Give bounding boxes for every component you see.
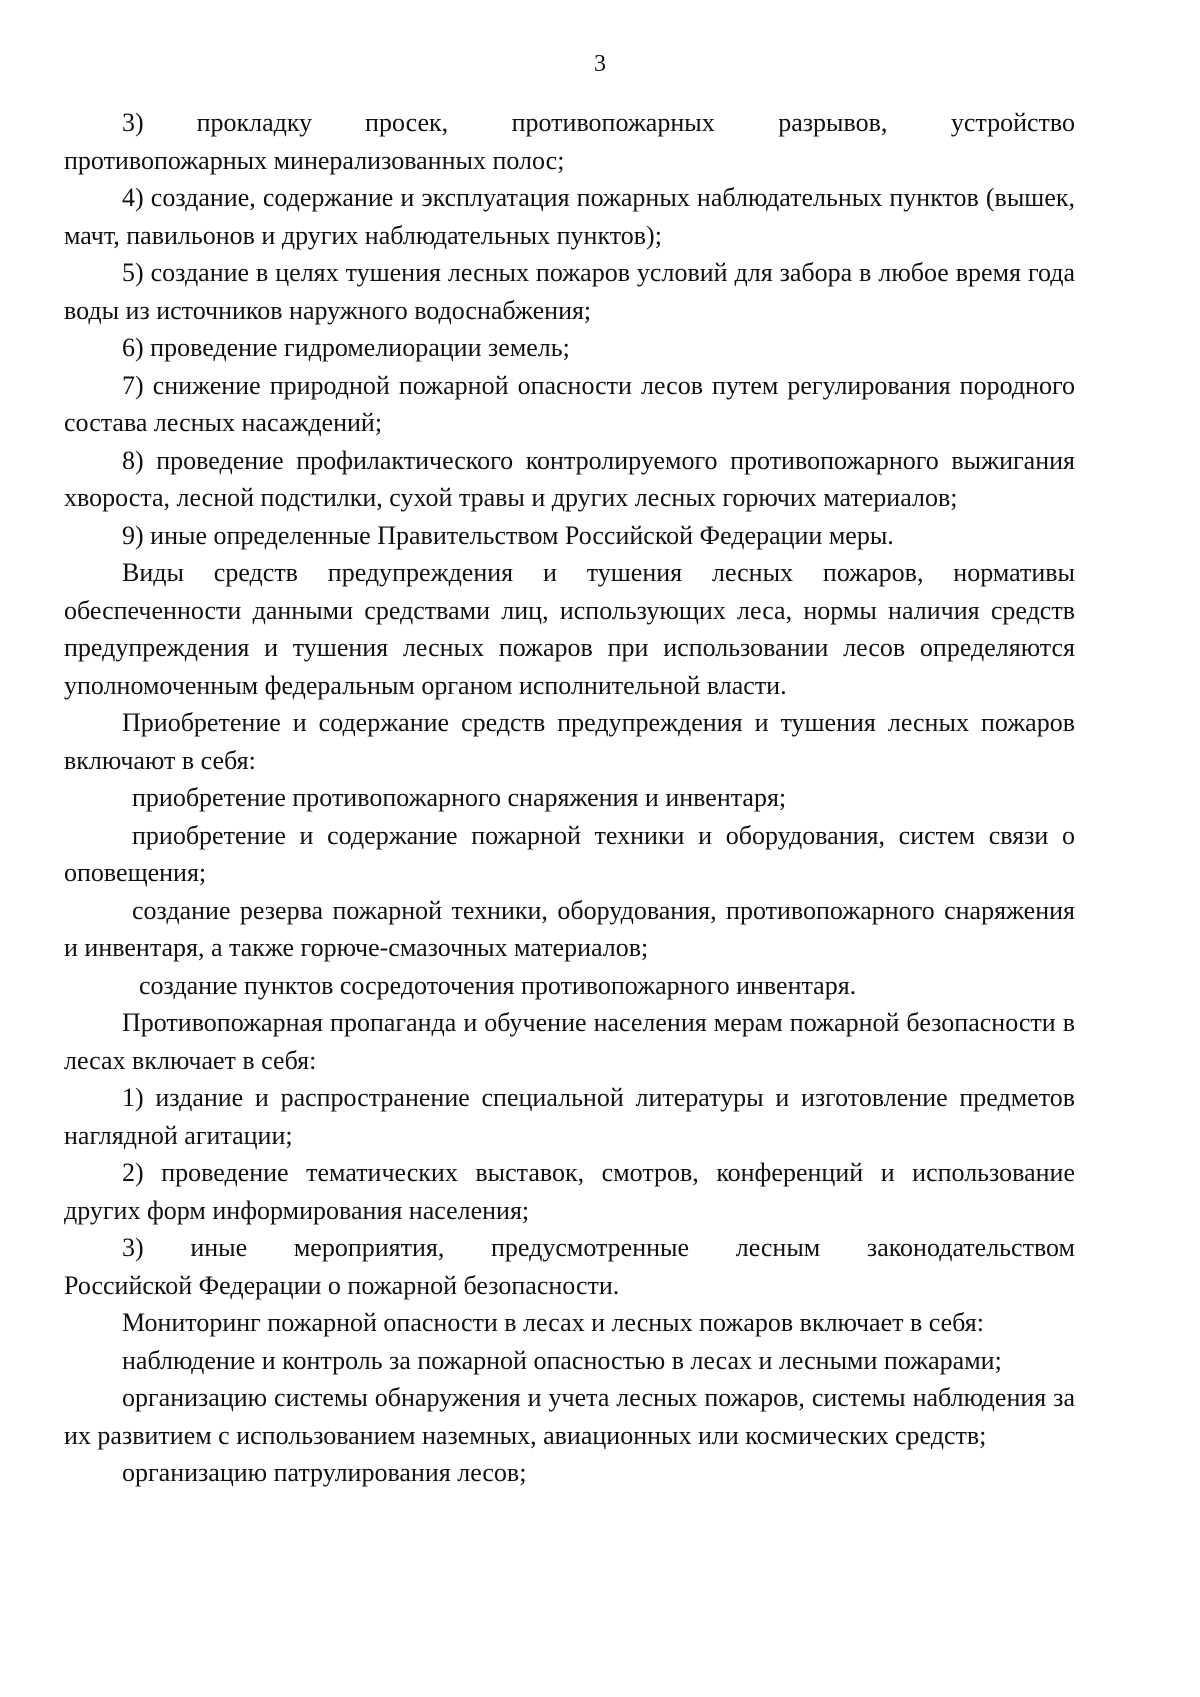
list-item-detection-system: организацию системы обнаружения и учета лесных пожаров, системы наблюдения за их развитием с использованием наземных, авиационных или космических средств; bbox=[64, 1383, 1075, 1450]
list-item-6-hydromelioration: 6) проведение гидромелиорации земель; bbox=[122, 333, 570, 362]
list-item-8-controlled-burning: 8) проведение профилактического контролируемого противопожарного выжигания хвороста, лесной подстилки, сухой травы и других лесных горючих материалов; bbox=[64, 445, 1075, 512]
list-item-patrolling: организацию патрулирования лесов; bbox=[122, 1458, 527, 1487]
list-item-2-exhibitions: 2) проведение тематических выставок, смотров, конференций и использование других форм информирования населения; bbox=[64, 1158, 1075, 1225]
list-item-observation-control: наблюдение и контроль за пожарной опасностью в лесах и лесными пожарами; bbox=[122, 1345, 1002, 1375]
list-item-4-observation-posts: 4) создание, содержание и эксплуатация пожарных наблюдательных пунктов (вышек, мачт, павильонов и других наблюдательных пунктов); bbox=[64, 183, 1075, 250]
list-item-3-clearings: 3) прокладку просек, противопожарных разрывов, устройство противопожарных минерализованных полос; bbox=[64, 108, 1075, 175]
paragraph-monitoring-intro: Мониторинг пожарной опасности в лесах и лесных пожаров включает в себя: bbox=[122, 1308, 984, 1337]
paragraph-means-types: Виды средств предупреждения и тушения лесных пожаров, нормативы обеспеченности данными средствами лиц, использующих леса, нормы наличия средств предупреждения и тушения лесных пожаров при использовании лесов определяются уполномоченным федеральным органом исполнительной власти. bbox=[64, 558, 1075, 700]
list-item-concentration-points: создание пунктов сосредоточения противопожарного инвентаря. bbox=[139, 970, 857, 1000]
list-item-7-risk-reduction: 7) снижение природной пожарной опасности лесов путем регулирования породного состава лесных насаждений; bbox=[64, 370, 1075, 437]
list-item-3-other-events: 3) иные мероприятия, предусмотренные лесным законодательством Российской Федерации о пожарной безопасности. bbox=[64, 1233, 1075, 1300]
list-item-9-other-measures: 9) иные определенные Правительством Российской Федерации меры. bbox=[122, 520, 894, 550]
page-number: 3 bbox=[594, 51, 606, 77]
paragraph-propaganda-intro: Противопожарная пропаганда и обучение населения мерам пожарной безопасности в лесах включает в себя: bbox=[64, 1008, 1075, 1075]
paragraph-acquisition-intro: Приобретение и содержание средств предупреждения и тушения лесных пожаров включают в себя: bbox=[64, 708, 1075, 775]
list-item-reserve: создание резерва пожарной техники, оборудования, противопожарного снаряжения и инвентаря, а также горюче-смазочных материалов; bbox=[64, 895, 1075, 962]
list-item-1-literature: 1) издание и распространение специальной литературы и изготовление предметов наглядной агитации; bbox=[64, 1083, 1075, 1150]
list-item-acquire-equipment: приобретение противопожарного снаряжения и инвентаря; bbox=[132, 783, 787, 812]
document-body bbox=[64, 104, 1075, 1492]
list-item-5-water-supply: 5) создание в целях тушения лесных пожаров условий для забора в любое время года воды из источников наружного водоснабжения; bbox=[64, 258, 1075, 325]
list-item-fire-machinery: приобретение и содержание пожарной техники и оборудования, систем связи о оповещения; bbox=[64, 820, 1075, 887]
